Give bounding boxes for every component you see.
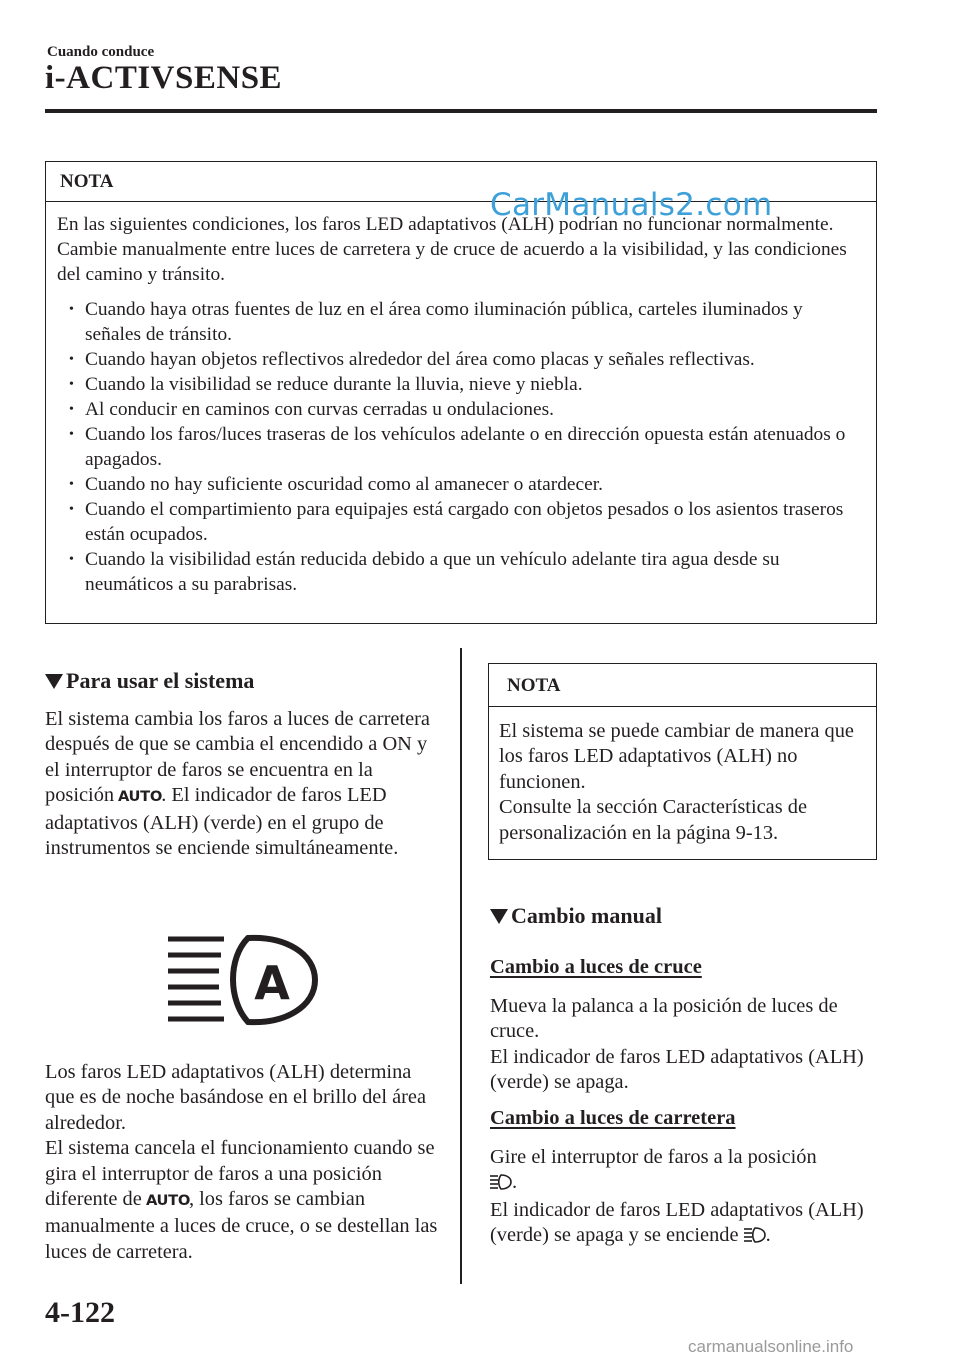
section-label: Cuando conduce: [47, 44, 155, 60]
high-beam-icon: [744, 1225, 766, 1250]
paragraph-text: Los faros LED adaptativos (ALH) determina que es de noche basándose en el brillo del área alrededor.: [45, 1061, 427, 1134]
paragraph-alh-operation: [45, 1060, 440, 1265]
note-box-customization: [488, 663, 877, 860]
note-body: [489, 707, 876, 846]
auto-position-icon: AUTO: [145, 1193, 190, 1210]
list-item: • Cuando el compartimiento para equipajes está cargado con objetos pesados o los asientos traseros están ocupados.: [57, 497, 862, 547]
section-heading-manual-change: [490, 903, 880, 929]
triangle-bullet-icon: [45, 674, 63, 689]
paragraph-use-system: [45, 707, 440, 861]
note-box-conditions: [45, 161, 877, 624]
list-item: • Cuando los faros/luces traseras de los vehículos adelante o en dirección opuesta están atenuados o apagados.: [57, 422, 862, 472]
high-beam-icon: [490, 1172, 512, 1197]
list-item: • Cuando la visibilidad se reduce durante la lluvia, nieve y niebla.: [57, 372, 862, 397]
note-intro: En las siguientes condiciones, los faros LED adaptativos (ALH) podrían no funcionar normalmente. Cambie manualmente entre luces de carretera y de cruce de acuerdo a la visibilidad, y las condiciones del camino y tránsito.: [57, 214, 847, 285]
footer-site-text: carmanualsonline.info: [688, 1337, 854, 1356]
note-body: [46, 202, 876, 597]
watermark-text: CarManuals2.com: [490, 187, 773, 223]
triangle-bullet-icon: [490, 909, 508, 924]
alh-indicator-icon: [168, 934, 320, 1028]
subheading-low-beam: Cambio a luces de cruce: [490, 956, 702, 978]
paragraph-text: Mueva la palanca a la posición de luces de cruce.: [490, 995, 838, 1043]
note-heading: NOTA: [489, 664, 876, 707]
subheading-high-beam: Cambio a luces de carretera: [490, 1107, 736, 1129]
paragraph-text: El sistema cancela el funcionamiento cuando se gira el interruptor de faros a una posición diferente de AUTO, los faros se cambian manualmente a luces de cruce, o se destellan las luces de carretera.: [45, 1137, 438, 1263]
auto-position-icon: AUTO: [118, 789, 163, 806]
list-item: • Cuando haya otras fuentes de luz en el área como iluminación pública, carteles iluminados y señales de tránsito.: [57, 297, 862, 347]
list-item: • Cuando la visibilidad están reducida debido a que un vehículo adelante tira agua desde su neumáticos a su parabrisas.: [57, 547, 862, 597]
header-divider: [45, 109, 877, 113]
page-title: i-ACTIVSENSE: [45, 60, 283, 96]
indicator-letter: A: [254, 956, 290, 1010]
paragraph-low-beam: [490, 994, 880, 1096]
note-heading: NOTA: [46, 162, 876, 202]
condition-list: [57, 297, 862, 597]
paragraph-text: El sistema cambia los faros a luces de carretera después de que se cambia el encendido a ON y el interruptor de faros se encuentra en la posición AUTO. El indicador de faros LED adaptativos (ALH) (verde) en el grupo de instrumentos se enciende simultáneamente.: [45, 708, 430, 860]
paragraph-high-beam: [490, 1145, 880, 1251]
list-item: • Cuando no hay suficiente oscuridad como al amanecer o atardecer.: [57, 472, 862, 497]
paragraph-text: El indicador de faros LED adaptativos (ALH) (verde) se apaga y se enciende .: [490, 1198, 880, 1251]
list-item: • Cuando hayan objetos reflectivos alrededor del área como placas y señales reflectivas.: [57, 347, 862, 372]
note-text: El sistema se puede cambiar de manera que los faros LED adaptativos (ALH) no funcionen.: [499, 720, 854, 793]
list-item: • Al conducir en caminos con curvas cerradas u ondulaciones.: [57, 397, 862, 422]
paragraph-text: El indicador de faros LED adaptativos (ALH) (verde) se apaga.: [490, 1045, 864, 1094]
column-divider: [460, 648, 462, 1284]
page-number: 4-122: [45, 1296, 115, 1329]
heading-text: Para usar el sistema: [66, 668, 255, 693]
paragraph-text: Gire el interruptor de faros a la posición .: [490, 1145, 880, 1198]
section-heading-use-system: [45, 668, 440, 694]
heading-text: Cambio manual: [511, 903, 662, 928]
note-text: Consulte la sección Características de personalización en la página 9-13.: [499, 796, 808, 844]
